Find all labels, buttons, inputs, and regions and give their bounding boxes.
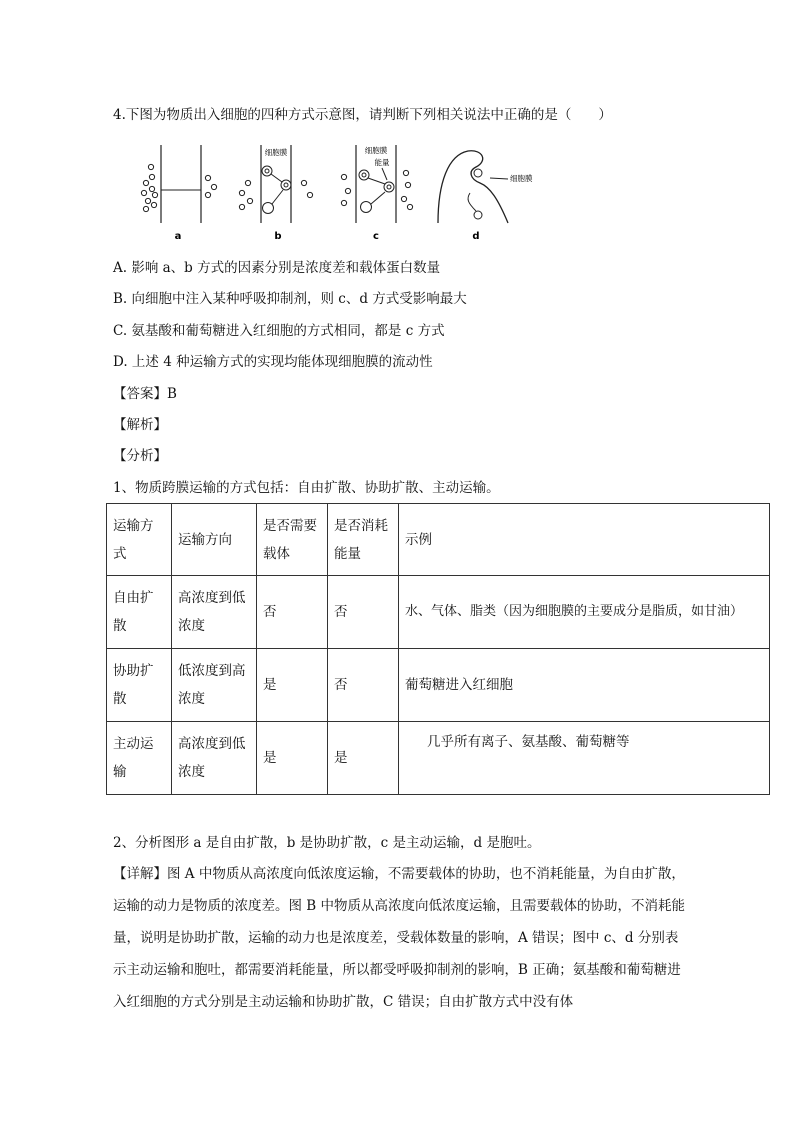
table-header-cell: 是否消耗能量 — [328, 504, 399, 576]
table-cell: 否 — [328, 576, 399, 649]
answer-line: 【答案】B — [113, 386, 177, 402]
option-b: B. 向细胞中注入某种呼吸抑制剂，则 c、d 方式受影响最大 — [113, 291, 467, 307]
figure-label-b: b — [274, 231, 282, 242]
table-header-cell: 运输方式 — [107, 504, 172, 576]
table-cell: 是 — [257, 649, 328, 722]
table-header-cell: 运输方向 — [172, 504, 257, 576]
figure-label-a: a — [174, 231, 182, 242]
table-cell: 否 — [257, 576, 328, 649]
table-cell: 协助扩散 — [107, 649, 172, 722]
table-cell: 自由扩散 — [107, 576, 172, 649]
figure-label-d: d — [472, 231, 480, 242]
fenxi-heading: 【分析】 — [113, 448, 167, 464]
option-d: D. 上述 4 种运输方式的实现均能体现细胞膜的流动性 — [113, 354, 433, 370]
table-cell: 是 — [257, 722, 328, 795]
table-header-cell: 示例 — [399, 504, 770, 576]
question-stem: 4.下图为物质出入细胞的四种方式示意图，请判断下列相关说法中正确的是（ ） — [113, 107, 612, 123]
panel-d-diagram — [438, 151, 533, 242]
figure-membrane-label-d: 细胞膜 — [510, 174, 533, 183]
transport-comparison-table — [106, 503, 770, 795]
figure-energy-label: 能量 — [374, 158, 390, 167]
table-cell: 高浓度到低浓度 — [172, 576, 257, 649]
panel-a-diagram — [141, 145, 216, 242]
analysis-heading: 【解析】 — [113, 417, 167, 433]
point-2: 2、分析图形 a 是自由扩散，b 是协助扩散，c 是主动运输，d 是胞吐。 — [113, 835, 541, 851]
table-cell: 主动运输 — [107, 722, 172, 795]
figure-membrane-label-c: 细胞膜 — [364, 146, 388, 155]
table-row — [107, 722, 770, 795]
panel-c-diagram — [341, 145, 412, 242]
table-row — [107, 576, 770, 649]
figure-membrane-label-b: 细胞膜 — [264, 148, 288, 157]
figure-label-c: c — [373, 231, 379, 242]
table-cell: 几乎所有离子、氨基酸、葡萄糖等 — [399, 722, 770, 795]
table-header-cell: 是否需要载体 — [257, 504, 328, 576]
table-cell: 水、气体、脂类（因为细胞膜的主要成分是脂质，如甘油） — [399, 576, 770, 649]
table-cell: 低浓度到高浓度 — [172, 649, 257, 722]
table-cell: 是 — [328, 722, 399, 795]
table-cell: 否 — [328, 649, 399, 722]
table-header-row — [107, 504, 770, 576]
detail-paragraph: 【详解】图 A 中物质从高浓度向低浓度运输，不需要载体的协助，也不消耗能量，为自由扩散，运输的动力是物质的浓度差。图 B 中物质从高浓度向低浓度运输，且需要载体的协助，不消耗能量，说明是协助扩散，运输的动力也是浓度差，受载体数量的影响，A 错误；图中 c、d 分别表示主动运输和胞吐，都需要消耗能量，所以都受呼吸抑制剂的影响，B 正确；氨基酸和葡萄糖进入红细胞的方式分别是主动运输和协助扩散，C 错误；自由扩散方式中没有体 — [113, 866, 686, 1010]
point-1: 1、物质跨膜运输的方式包括：自由扩散、协助扩散、主动运输。 — [113, 480, 500, 496]
panel-b-diagram — [239, 145, 312, 242]
table-cell: 高浓度到低浓度 — [172, 722, 257, 795]
table-row — [107, 649, 770, 722]
option-c: C. 氨基酸和葡萄糖进入红细胞的方式相同，都是 c 方式 — [113, 323, 445, 339]
table-cell: 葡萄糖进入红细胞 — [399, 649, 770, 722]
transport-diagram-figure — [138, 143, 533, 243]
option-a: A. 影响 a、b 方式的因素分别是浓度差和载体蛋白数量 — [113, 260, 441, 276]
